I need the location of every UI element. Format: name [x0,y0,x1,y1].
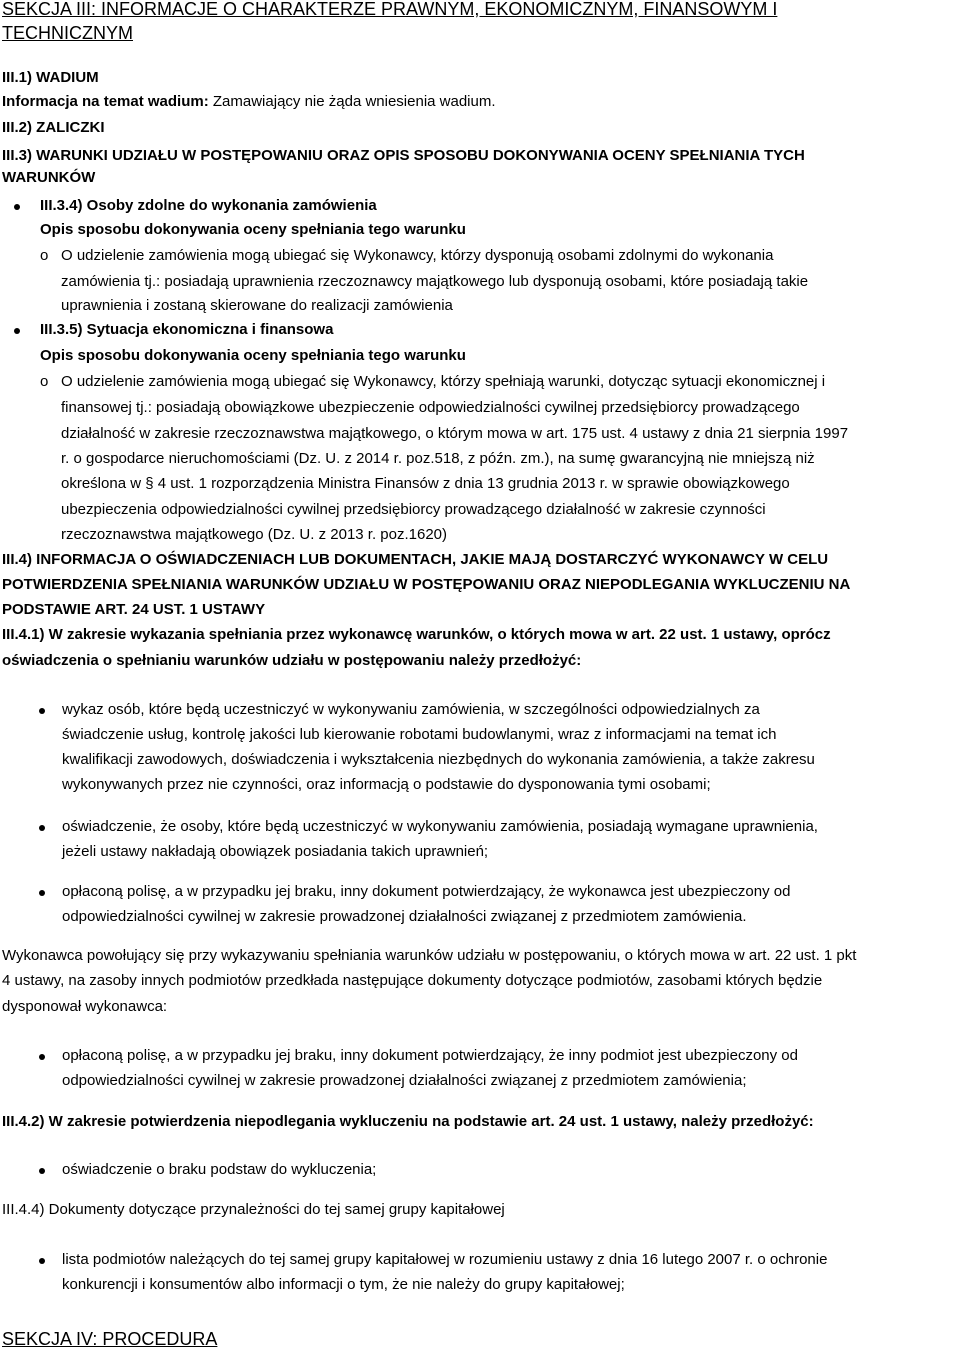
item-3-3-5-sub: Opis sposobu dokonywania oceny spełniania tego warunku [40,347,466,364]
item-3-3-4-sub: Opis sposobu dokonywania oceny spełniania tego warunku [40,221,466,238]
item-3-3-4-line3: uprawnienia i zostaną skierowane do realizacji zamówienia [61,297,453,314]
bullet-4-1-a-line2: świadczenie usług, kontrolę jakości lub kierowanie robotami budowlanymi, wraz z informacjami na temat ich [62,726,777,743]
wadium-label: Informacja na temat wadium: [2,93,209,110]
bullet-para-line2: odpowiedzialności cywilnej w zakresie prowadzonej działalności związanej z przedmiotem zamówienia; [62,1072,747,1089]
wykonawca-para-line3: dysponował wykonawca: [2,998,168,1015]
item-3-3-5-line2: finansowej tj.: posiadają obowiązkowe ubezpieczenie odpowiedzialności cywilnej przedsiębiorcy prowadzącego [61,399,800,416]
wykonawca-para-line2: 4 ustawy, na zasoby innych podmiotów przedkłada następujące dokumenty dotyczące podmiotów, zasobami których będzie [2,972,823,989]
bullet-4-1-b-line2: jeżeli ustawy nakładają obowiązek posiadania takich uprawnień; [62,843,489,860]
p-4-1-line1: III.4.1) W zakresie wykazania spełniania przez wykonawcę warunków, o których mowa w art. 22 ust. 1 ustawy, oprócz [2,626,831,643]
wadium-text: Zamawiający nie żąda wniesienia wadium. [208,93,496,110]
item-3-3-4-line2: zamówienia tj.: posiadają uprawnienia rzeczoznawcy majątkowego lub dysponują osobami, które posiadają takie [61,273,809,290]
bullet-dot [39,825,45,831]
item-3-3-5-line6: ubezpieczenia odpowiedzialności cywilnej przedsiębiorcy prowadzącego działalność w zakresie czynności [61,501,766,518]
bullet-4-1-c-line2: odpowiedzialności cywilnej w zakresie prowadzonej działalności związanej z przedmiotem zamówienia. [62,908,747,925]
warunki-heading-line1: III.3) WARUNKI UDZIAŁU W POSTĘPOWANIU ORAZ OPIS SPOSOBU DOKONYWANIA OCENY SPEŁNIANIA TYCH [2,147,805,164]
bullet-4-1-c-line1: opłaconą polisę, a w przypadku jej braku, inny dokument potwierdzający, że wykonawca jest ubezpieczony od [62,883,791,900]
bullet-4-1-a-line1: wykaz osób, które będą uczestniczyć w wykonywaniu zamówienia, w szczególności odpowiedzialnych za [62,701,760,718]
p-4-2: III.4.2) W zakresie potwierdzenia niepodlegania wykluczeniu na podstawie art. 24 ust. 1 ustawy, należy przedłożyć: [2,1113,814,1130]
oswiadczenia-heading-line1: III.4) INFORMACJA O OŚWIADCZENIACH LUB DOKUMENTACH, JAKIE MAJĄ DOSTARCZYĆ WYKONAWCY W CELU [2,551,829,568]
bullet-dot [39,890,45,896]
wykonawca-para-line1: Wykonawca powołujący się przy wykazywaniu spełniania warunków udziału w postępowaniu, o których mowa w art. 22 ust. 1 pkt [2,947,857,964]
item-3-3-5-line7: rzeczoznawstwa majątkowego (Dz. U. z 2013 r. poz.1620) [61,526,448,543]
section-3-title-line1: SEKCJA III: INFORMACJE O CHARAKTERZE PRAWNYM, EKONOMICZNYM, FINANSOWYM I [2,0,778,19]
bullet-4-2: oświadczenie o braku podstaw do wykluczenia; [62,1161,377,1178]
bullet-dot [39,708,45,714]
wadium-info [2,92,496,112]
item-3-3-5-heading: III.3.5) Sytuacja ekonomiczna i finansowa [40,321,334,338]
item-3-3-5-line3: działalność w zakresie rzeczoznawstwa majątkowego, o którym mowa w art. 175 ust. 4 ustawy z dnia 21 sierpnia 1997 [61,425,849,442]
bullet-4-4-line2: konkurencji i konsumentów albo informacji o tym, że nie należy do grupy kapitałowej; [62,1276,625,1293]
bullet-para-line1: opłaconą polisę, a w przypadku jej braku, inny dokument potwierdzający, że inny podmiot jest ubezpieczony od [62,1047,798,1064]
item-3-3-5-line5: określona w § 4 ust. 1 rozporządzenia Ministra Finansów z dnia 13 grudnia 2013 r. w sprawie obowiązkowego [61,475,790,492]
section-3-title-line2: TECHNICZNYM [2,23,133,43]
item-3-3-4-heading: III.3.4) Osoby zdolne do wykonania zamówienia [40,197,377,214]
warunki-heading-line2: WARUNKÓW [2,169,96,186]
p-4-1-line2: oświadczenia o spełnianiu warunków udziału w postępowaniu należy przedłożyć: [2,652,582,669]
wadium-heading: III.1) WADIUM [2,69,99,86]
bullet-4-1-a-line3: kwalifikacji zawodowych, doświadczenia i wykształcenia niezbędnych do wykonania zamówienia, a także zakresu [62,751,815,768]
bullet-dot [14,328,20,334]
p-4-4: III.4.4) Dokumenty dotyczące przynależności do tej samej grupy kapitałowej [2,1201,505,1218]
bullet-dot [39,1258,45,1264]
oswiadczenia-heading-line3: PODSTAWIE ART. 24 UST. 1 USTAWY [2,601,266,618]
section-4-title: SEKCJA IV: PROCEDURA [2,1329,218,1349]
bullet-4-4-line1: lista podmiotów należących do tej samej grupy kapitałowej w rozumieniu ustawy z dnia 16 lutego 2007 r. o ochronie [62,1251,828,1268]
item-3-3-5-line1: O udzielenie zamówienia mogą ubiegać się Wykonawcy, którzy spełniają warunki, dotycząc sytuacji ekonomicznej i [61,373,826,390]
bullet-4-1-a-line4: wykonywanych przez nie czynności, oraz informacją o podstawie do dysponowania tymi osobami; [62,776,711,793]
bullet-dot [14,204,20,210]
oswiadczenia-heading-line2: POTWIERDZENIA SPEŁNIANIA WARUNKÓW UDZIAŁU W POSTĘPOWANIU ORAZ NIEPODLEGANIA WYKLUCZENIU NA [2,576,851,593]
bullet-dot [39,1054,45,1060]
circle-bullet-marker: o [40,373,49,390]
bullet-dot [39,1168,45,1174]
circle-bullet-marker: o [40,247,49,264]
item-3-3-4-line1: O udzielenie zamówienia mogą ubiegać się Wykonawcy, którzy dysponują osobami zdolnymi do wykonania [61,247,774,264]
item-3-3-5-line4: r. o gospodarce nieruchomościami (Dz. U. z 2014 r. poz.518, z późn. zm.), na sumę gwarancyjną nie mniejszą niż [61,450,815,467]
zaliczki-heading: III.2) ZALICZKI [2,119,105,136]
bullet-4-1-b-line1: oświadczenie, że osoby, które będą uczestniczyć w wykonywaniu zamówienia, posiadają wymagane uprawnienia, [62,818,818,835]
